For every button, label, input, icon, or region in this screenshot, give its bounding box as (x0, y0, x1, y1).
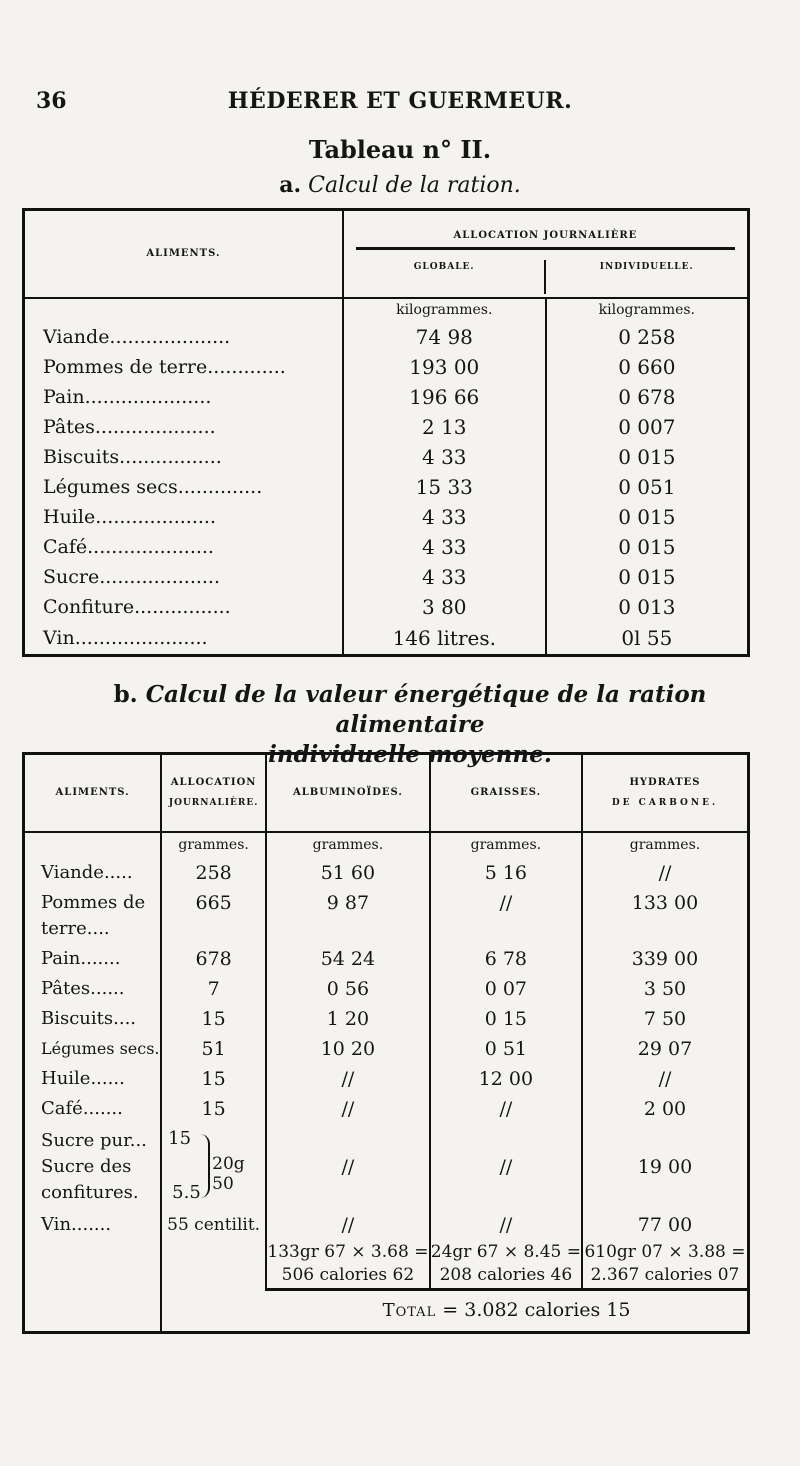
table-row (24, 1064, 749, 1094)
individuelle-value: 0 015 (546, 502, 749, 532)
globale-value: 193 00 (343, 352, 546, 382)
globale-value: 4 33 (343, 442, 546, 472)
sucre-allocation (161, 1124, 266, 1210)
unit-globale: kilogrammes. (343, 298, 546, 322)
graisses-value: // (430, 1210, 582, 1240)
allocation-header-group (343, 210, 749, 298)
food-name: Huile...... (41, 1068, 125, 1089)
sucre-pur-value: 15 (168, 1127, 192, 1149)
col-aliments-header: ALIMENTS. (24, 210, 343, 298)
col-hydrates-line-1: HYDRATES (629, 777, 701, 789)
hyd-calc (582, 1240, 749, 1290)
individuelle-value: 0 015 (546, 442, 749, 472)
table-row (24, 352, 749, 382)
graisses-value: // (430, 1124, 582, 1210)
table-title: Tableau n° II. (308, 135, 492, 164)
table-row (24, 442, 749, 472)
sucre-names (24, 1124, 162, 1210)
table-row (24, 1094, 749, 1124)
table-row (24, 592, 749, 622)
albuminoides-value: // (266, 1210, 430, 1240)
individuelle-value: 0 007 (546, 412, 749, 442)
allocation-value: 15 (161, 1094, 266, 1124)
total-value: = 3.082 calories 15 (442, 1299, 631, 1321)
individuelle-value: 0 015 (546, 532, 749, 562)
graisses-value: 0 15 (430, 1004, 582, 1034)
food-name: Légumes secs.............. (43, 475, 263, 498)
sucre-brace (198, 1134, 210, 1198)
table-row (24, 382, 749, 412)
albuminoides-value: 54 24 (266, 944, 430, 974)
graisses-value: 0 51 (430, 1034, 582, 1064)
graisses-value: // (430, 1094, 582, 1124)
food-name: Biscuits.... (41, 1008, 137, 1029)
graisses-value: 12 00 (430, 1064, 582, 1094)
subtitle-text-a: Calcul de la ration. (308, 173, 521, 198)
ration-table (22, 208, 750, 657)
individuelle-value: 0 678 (546, 382, 749, 412)
col-aliments-b: ALIMENTS. (24, 754, 162, 832)
individuelle-value: 0 013 (546, 592, 749, 622)
col-individuelle-header: INDIVIDUELLE. (544, 260, 747, 294)
total-cell (266, 1290, 748, 1333)
food-name: Sucre.................... (43, 565, 221, 588)
hydrates-value: 339 00 (582, 944, 749, 974)
table-row (24, 974, 749, 1004)
unit-hydrates: grammes. (582, 832, 749, 858)
alb-calc-line-2: 506 calories 62 (281, 1264, 415, 1285)
globale-value: 4 33 (343, 562, 546, 592)
hydrates-value: // (582, 858, 749, 888)
albuminoides-value: // (266, 1124, 430, 1210)
hydrates-value: 19 00 (582, 1124, 749, 1210)
individuelle-value: 0 051 (546, 472, 749, 502)
sucre-row (24, 1124, 749, 1210)
energy-header-row (24, 754, 749, 832)
allocation-value: 15 (161, 1004, 266, 1034)
globale-value: 146 litres. (343, 622, 546, 656)
individuelle-value: 0 258 (546, 322, 749, 352)
globale-value: 4 33 (343, 502, 546, 532)
total-row (24, 1290, 749, 1333)
col-allocation-b (161, 754, 266, 832)
col-allocation-line-2: JOURNALIÈRE. (168, 798, 259, 809)
unit-graisses: grammes. (430, 832, 582, 858)
food-name: Pain....... (41, 948, 121, 969)
individuelle-value: 0 015 (546, 562, 749, 592)
hydrates-value: // (582, 1064, 749, 1094)
alb-calc (266, 1240, 430, 1290)
hyd-calc-line-2: 2.367 calories 07 (590, 1264, 740, 1285)
table-row (24, 622, 749, 656)
col-albuminoides: ALBUMINOÏDES. (266, 754, 430, 832)
hydrates-value: 2 00 (582, 1094, 749, 1124)
unit-allocation: grammes. (161, 832, 266, 858)
food-name: Vin...................... (43, 626, 208, 649)
table-row (24, 858, 749, 888)
globale-value: 2 13 (343, 412, 546, 442)
sucre-confitures-name: Sucre des confitures. (41, 1155, 139, 1203)
unit-albuminoides: grammes. (266, 832, 430, 858)
subtitle-line-1: Calcul de la valeur énergétique de la ration alimentaire (145, 681, 707, 738)
food-name: Pommes de terre............. (43, 355, 286, 378)
total-label: Total (382, 1300, 437, 1321)
food-name: Pain..................... (43, 385, 212, 408)
food-name: Café..................... (43, 535, 214, 558)
table-row (24, 888, 749, 944)
food-name: Huile.................... (43, 505, 216, 528)
hydrates-value: 7 50 (582, 1004, 749, 1034)
col-allocation-line-1: ALLOCATION (170, 777, 257, 789)
calc-row (24, 1240, 749, 1290)
table-row (24, 472, 749, 502)
col-globale-header: GLOBALE. (413, 261, 475, 272)
energy-table (22, 752, 750, 1334)
individuelle-value: 0 660 (546, 352, 749, 382)
running-title: HÉDERER ET GUERMEUR. (227, 88, 573, 114)
table-row (24, 1034, 749, 1064)
albuminoides-value: 10 20 (266, 1034, 430, 1064)
sucre-pur-name: Sucre pur... (41, 1129, 147, 1151)
food-name: Biscuits................. (43, 445, 222, 468)
alb-calc-line-1: 133gr 67 × 3.68 = (267, 1241, 429, 1262)
albuminoides-value: 0 56 (266, 974, 430, 1004)
globale-value: 196 66 (343, 382, 546, 412)
table-row (24, 532, 749, 562)
unit-row (24, 832, 749, 858)
allocation-value: 7 (161, 974, 266, 1004)
col-hydrates-line-2: DE CARBONE. (611, 798, 719, 809)
sucre-sum-value: 20g 50 (212, 1153, 245, 1194)
gra-calc (430, 1240, 582, 1290)
food-name: Vin....... (41, 1214, 112, 1235)
unit-individuelle: kilogrammes. (546, 298, 749, 322)
individuelle-value: 0l 55 (546, 622, 749, 656)
sucre-confitures-value: 5.5 (172, 1181, 201, 1203)
globale-value: 4 33 (343, 532, 546, 562)
graisses-value: 6 78 (430, 944, 582, 974)
albuminoides-value: // (266, 1094, 430, 1124)
albuminoides-value: 1 20 (266, 1004, 430, 1034)
gra-calc-line-1: 24gr 67 × 8.45 = (430, 1241, 581, 1262)
table-row (24, 944, 749, 974)
subtitle-letter-b: b. (113, 681, 138, 708)
gra-calc-line-2: 208 calories 46 (439, 1264, 573, 1285)
hyd-calc-line-1: 610gr 07 × 3.88 = (584, 1241, 746, 1262)
food-name: Café....... (41, 1098, 123, 1119)
table-row (24, 502, 749, 532)
albuminoides-value: 9 87 (266, 888, 430, 944)
globale-value: 15 33 (343, 472, 546, 502)
allocation-value: 15 (161, 1064, 266, 1094)
food-name: Confiture................ (43, 595, 231, 618)
allocation-value: 51 (161, 1034, 266, 1064)
table-row (24, 1210, 749, 1240)
table-row (24, 412, 749, 442)
subtitle-line-2: individuelle moyenne. (268, 741, 552, 768)
food-name: Pâtes.................... (43, 415, 216, 438)
hydrates-value: 3 50 (582, 974, 749, 1004)
table-row (24, 322, 749, 352)
allocation-value: 258 (161, 858, 266, 888)
globale-value: 74 98 (343, 322, 546, 352)
table-row (24, 562, 749, 592)
hydrates-value: 133 00 (582, 888, 749, 944)
food-name: Pâtes...... (41, 978, 125, 999)
food-name: Viande..... (41, 862, 133, 883)
food-name: Légumes secs. (41, 1039, 160, 1058)
graisses-value: // (430, 888, 582, 944)
food-name: Pommes de terre.... (41, 891, 146, 939)
albuminoides-value: // (266, 1064, 430, 1094)
food-name: Viande.................... (43, 325, 231, 348)
header-brace (356, 247, 735, 260)
albuminoides-value: 51 60 (266, 858, 430, 888)
allocation-value: 678 (161, 944, 266, 974)
graisses-value: 5 16 (430, 858, 582, 888)
allocation-value: 55 centilit. (161, 1210, 266, 1240)
table-a-subtitle (0, 172, 800, 198)
col-graisses: GRAISSES. (430, 754, 582, 832)
hydrates-value: 29 07 (582, 1034, 749, 1064)
col-group-header: ALLOCATION JOURNALIÈRE (453, 229, 638, 241)
table-row (24, 1004, 749, 1034)
hydrates-value: 77 00 (582, 1210, 749, 1240)
globale-value: 3 80 (343, 592, 546, 622)
subtitle-letter-a: a. (279, 172, 302, 198)
col-hydrates (582, 754, 749, 832)
allocation-value: 665 (161, 888, 266, 944)
graisses-value: 0 07 (430, 974, 582, 1004)
ration-rows (24, 322, 749, 656)
page-number: 36 (36, 88, 67, 114)
